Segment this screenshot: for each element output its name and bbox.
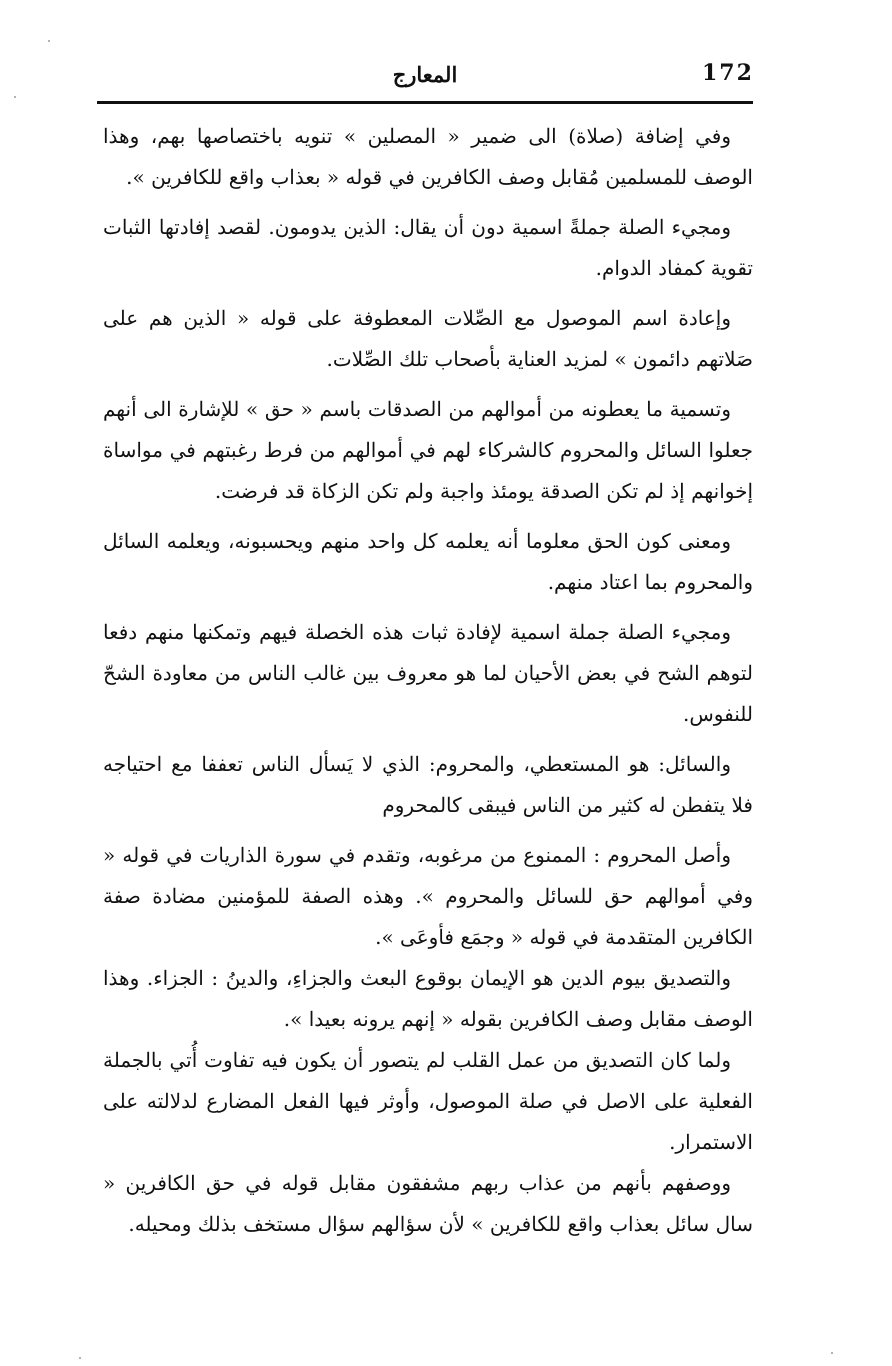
scan-speck — [14, 96, 16, 98]
paragraph: والتصديق بيوم الدين هو الإيمان بوقوع البعث والجزاءِ، والدينُ : الجزاء. وهذا الوصف مقابل وصف الكافرين بقوله « إنهم يرونه بعيدا ». — [103, 966, 753, 1031]
paragraph: ووصفهم بأنهم من عذاب ربهم مشفقون مقابل قوله في حق الكافرين « سال سائل بعذاب واقع للكافرين » لأن سؤالهم سؤال مستخف بذلك ومحيله. — [103, 1171, 753, 1236]
paragraph: والسائل: هو المستعطي، والمحروم: الذي لا يَسأل الناس تعففا مع احتياجه فلا يتفطن له كثير من الناس فيبقى كالمحروم — [103, 752, 753, 817]
body-text — [103, 116, 753, 1245]
paragraph: وأصل المحروم : الممنوع من مرغوبه، وتقدم في سورة الذاريات في قوله « وفي أموالهم حق للسائل والمحروم ». وهذه الصفة للمؤمنين مضادة صفة الكافرين المتقدمة في قوله « وجمَع فأوعَى ». — [103, 843, 753, 949]
header-rule — [97, 101, 753, 104]
paragraph: ومجيء الصلة جملةً اسمية دون أن يقال: الذين يدومون. لقصد إفادتها الثبات تقوية كمفاد الدوام. — [103, 215, 753, 280]
page-header — [97, 56, 753, 100]
paragraph: ومجيء الصلة جملة اسمية لإفادة ثبات هذه الخصلة فيهم وتمكنها منهم دفعا لتوهم الشح في بعض الأحيان لما هو معروف بين غالب الناس من معاودة الشحّ للنفوس. — [103, 620, 753, 726]
scan-speck — [831, 1352, 833, 1354]
page-number: 172 — [702, 60, 754, 86]
paragraph: ولما كان التصديق من عمل القلب لم يتصور أن يكون فيه تفاوت أُتي بالجملة الفعلية على الاصل في صلة الموصول، وأوثر فيها الفعل المضارع لدلالته على الاستمرار. — [103, 1048, 753, 1154]
running-title: المعارج — [392, 62, 458, 87]
paragraph: وتسمية ما يعطونه من أموالهم من الصدقات باسم « حق » للإشارة الى أنهم جعلوا السائل والمحروم كالشركاء لهم في أموالهم من فرط رغبتهم في مواساة إخوانهم إذ لم تكن الصدقة يومئذ واجبة ولم تكن الزكاة قد فرضت. — [103, 397, 753, 503]
scan-speck — [48, 40, 50, 42]
paragraph: ومعنى كون الحق معلوما أنه يعلمه كل واحد منهم ويحسبونه، ويعلمه السائل والمحروم بما اعتاد منهم. — [103, 529, 753, 594]
scan-speck — [79, 1357, 81, 1359]
paragraph: وفي إضافة (صلاة) الى ضمير « المصلين » تنويه باختصاصها بهم، وهذا الوصف للمسلمين مُقابل وصف الكافرين في قوله « بعذاب واقع للكافرين ». — [103, 124, 753, 189]
paragraph: وإعادة اسم الموصول مع الصِّلات المعطوفة على قوله « الذين هم على صَلاتهم دائمون » لمزيد العناية بأصحاب تلك الصِّلات. — [103, 306, 753, 371]
